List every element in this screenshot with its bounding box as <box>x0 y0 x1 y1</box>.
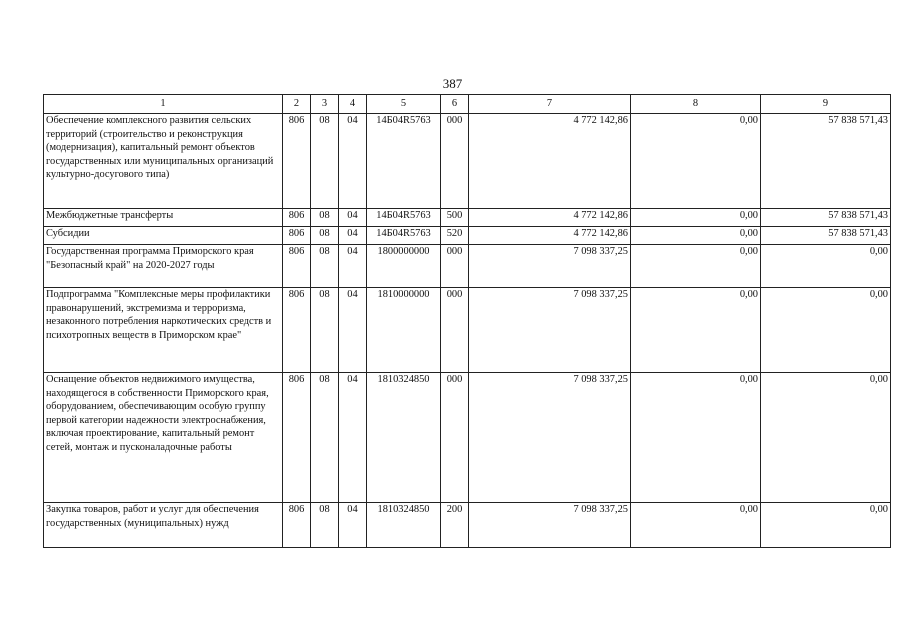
row-name: Межбюджетные трансферты <box>44 209 283 227</box>
row-amount-col9: 57 838 571,43 <box>761 114 891 209</box>
row-target-code: 1810324850 <box>367 503 441 548</box>
row-amount-col7: 7 098 337,25 <box>469 503 631 548</box>
row-amount-col9: 0,00 <box>761 503 891 548</box>
row-amount-col7: 4 772 142,86 <box>469 209 631 227</box>
table-row <box>44 288 891 373</box>
row-subsection-code: 04 <box>339 245 367 288</box>
row-name: Закупка товаров, работ и услуг для обеспечения государственных (муниципальных) нужд <box>44 503 283 548</box>
row-target-code: 14Б04R5763 <box>367 114 441 209</box>
row-subsection-code: 04 <box>339 288 367 373</box>
row-subsection-code: 04 <box>339 114 367 209</box>
row-expense-type-code: 200 <box>441 503 469 548</box>
budget-table <box>43 94 891 548</box>
page-number: 387 <box>442 76 463 91</box>
row-target-code: 1810324850 <box>367 373 441 503</box>
row-section-code: 08 <box>311 245 339 288</box>
row-amount-col8: 0,00 <box>631 227 761 245</box>
row-ministry-code: 806 <box>283 373 311 503</box>
row-target-code: 1810000000 <box>367 288 441 373</box>
header-col-9: 9 <box>761 95 891 114</box>
row-amount-col9: 57 838 571,43 <box>761 227 891 245</box>
row-amount-col7: 4 772 142,86 <box>469 114 631 209</box>
row-subsection-code: 04 <box>339 373 367 503</box>
row-name: Обеспечение комплексного развития сельских территорий (строительство и реконструкция (модернизация), капитальный ремонт объектов государственных или муниципальных организаций культурно-досугового типа) <box>44 114 283 209</box>
header-col-3: 3 <box>311 95 339 114</box>
row-expense-type-code: 500 <box>441 209 469 227</box>
row-target-code: 14Б04R5763 <box>367 209 441 227</box>
row-ministry-code: 806 <box>283 227 311 245</box>
header-col-1: 1 <box>44 95 283 114</box>
row-amount-col7: 7 098 337,25 <box>469 288 631 373</box>
table-row <box>44 114 891 209</box>
row-section-code: 08 <box>311 288 339 373</box>
row-section-code: 08 <box>311 503 339 548</box>
header-col-8: 8 <box>631 95 761 114</box>
header-col-4: 4 <box>339 95 367 114</box>
row-expense-type-code: 520 <box>441 227 469 245</box>
row-name: Государственная программа Приморского края "Безопасный край" на 2020-2027 годы <box>44 245 283 288</box>
table-row <box>44 503 891 548</box>
row-amount-col9: 57 838 571,43 <box>761 209 891 227</box>
row-subsection-code: 04 <box>339 227 367 245</box>
header-col-2: 2 <box>283 95 311 114</box>
row-expense-type-code: 000 <box>441 114 469 209</box>
row-name: Подпрограмма "Комплексные меры профилактики правонарушений, экстремизма и терроризма, незаконного потребления наркотических средств и психотропных веществ в Приморском крае" <box>44 288 283 373</box>
row-section-code: 08 <box>311 227 339 245</box>
row-ministry-code: 806 <box>283 114 311 209</box>
row-amount-col8: 0,00 <box>631 288 761 373</box>
row-ministry-code: 806 <box>283 209 311 227</box>
row-expense-type-code: 000 <box>441 288 469 373</box>
table-row <box>44 373 891 503</box>
row-section-code: 08 <box>311 209 339 227</box>
row-section-code: 08 <box>311 373 339 503</box>
row-ministry-code: 806 <box>283 245 311 288</box>
row-amount-col8: 0,00 <box>631 503 761 548</box>
row-subsection-code: 04 <box>339 209 367 227</box>
header-col-6: 6 <box>441 95 469 114</box>
row-subsection-code: 04 <box>339 503 367 548</box>
row-amount-col9: 0,00 <box>761 373 891 503</box>
row-amount-col7: 7 098 337,25 <box>469 245 631 288</box>
header-col-7: 7 <box>469 95 631 114</box>
row-expense-type-code: 000 <box>441 373 469 503</box>
header-row <box>44 95 891 114</box>
row-ministry-code: 806 <box>283 503 311 548</box>
row-amount-col9: 0,00 <box>761 288 891 373</box>
table-row <box>44 209 891 227</box>
table-row <box>44 245 891 288</box>
row-amount-col8: 0,00 <box>631 245 761 288</box>
row-amount-col7: 7 098 337,25 <box>469 373 631 503</box>
row-target-code: 1800000000 <box>367 245 441 288</box>
header-col-5: 5 <box>367 95 441 114</box>
row-ministry-code: 806 <box>283 288 311 373</box>
row-amount-col9: 0,00 <box>761 245 891 288</box>
row-name: Оснащение объектов недвижимого имущества, находящегося в собственности Приморского края, оборудованием, обеспечивающим особую группу первой категории надежности электроснабжения, включая проектирование, капитальный ремонт сетей, монтаж и пусконаладочные работы <box>44 373 283 503</box>
row-expense-type-code: 000 <box>441 245 469 288</box>
row-name: Субсидии <box>44 227 283 245</box>
row-amount-col7: 4 772 142,86 <box>469 227 631 245</box>
row-section-code: 08 <box>311 114 339 209</box>
row-target-code: 14Б04R5763 <box>367 227 441 245</box>
row-amount-col8: 0,00 <box>631 373 761 503</box>
table-row <box>44 227 891 245</box>
row-amount-col8: 0,00 <box>631 209 761 227</box>
row-amount-col8: 0,00 <box>631 114 761 209</box>
